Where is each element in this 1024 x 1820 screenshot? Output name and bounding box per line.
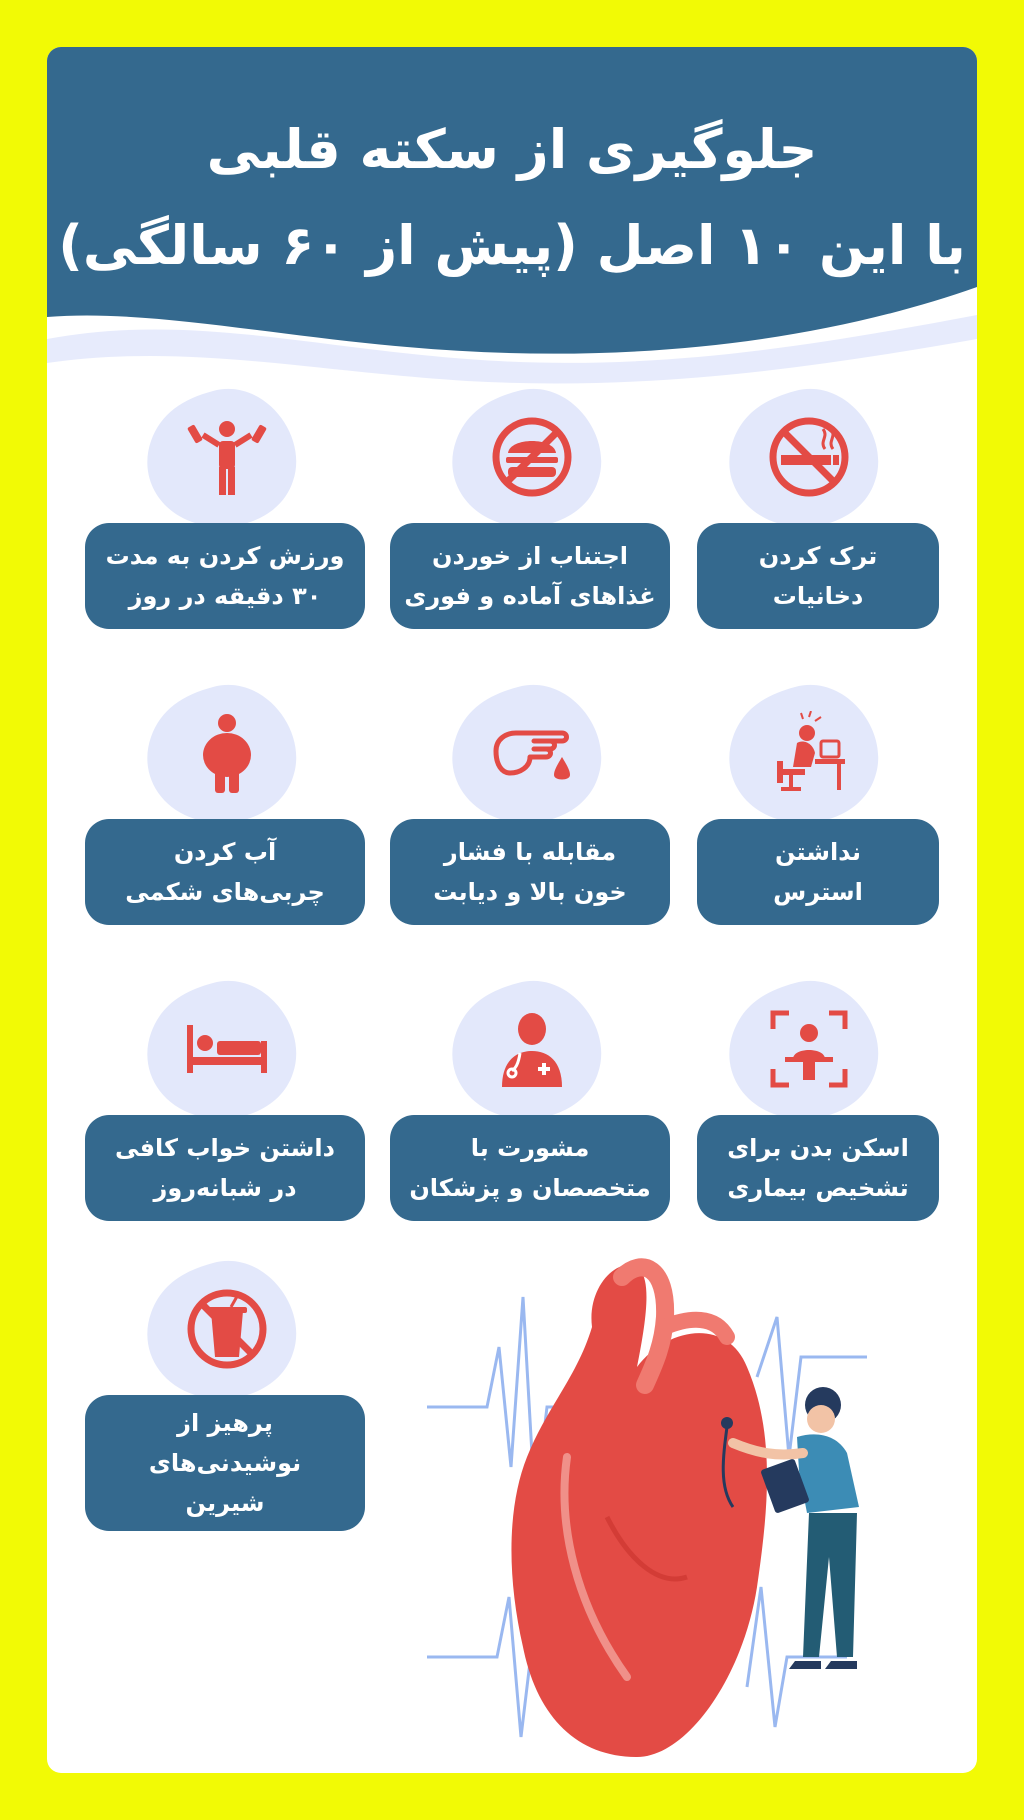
tip-exercise (85, 385, 365, 625)
stressed-person-icon (767, 711, 851, 795)
title-line-1: جلوگیری از سکته قلبی (206, 118, 818, 181)
tip-enough-sleep (85, 977, 365, 1217)
tip-consult-doctor (390, 977, 670, 1217)
tip-label: ورزش کردن به مدت ۳۰ دقیقه در روز (85, 523, 365, 629)
tip-avoid-fast-food (390, 385, 670, 625)
tip-label: داشتن خواب کافی در شبانه‌روز (85, 1115, 365, 1221)
tip-label: نداشتن استرس (697, 819, 939, 925)
infographic-card (47, 47, 977, 1773)
heart-doctor-stethoscope-illustration (427, 1257, 967, 1767)
tip-label: اجتناب از خوردن غذاهای آماده و فوری (390, 523, 670, 629)
tip-body-scan (697, 977, 939, 1217)
tip-blood-pressure-diabetes (390, 681, 670, 921)
no-fast-food-icon (490, 415, 574, 499)
tip-label: ترک کردن دخانیات (697, 523, 939, 629)
tip-label: پرهیز از نوشیدنی‌های شیرین (85, 1395, 365, 1531)
belly-fat-icon (185, 711, 269, 795)
page-title (47, 102, 977, 294)
tip-label: مقابله با فشار خون بالا و دیابت (390, 819, 670, 925)
doctor-icon (490, 1007, 574, 1091)
blood-pressure-diabetes-icon (490, 711, 574, 795)
tip-label: اسکن بدن برای تشخیص بیماری (697, 1115, 939, 1221)
tip-label: مشورت با متخصصان و پزشکان (390, 1115, 670, 1221)
tip-no-stress (697, 681, 939, 921)
title-line-2: با این ۱۰ اصل (پیش از ۶۰ سالگی) (58, 214, 966, 277)
bed-icon (185, 1007, 269, 1091)
tip-reduce-belly-fat (85, 681, 365, 921)
tip-avoid-sugary-drinks (85, 1257, 365, 1537)
tip-label: آب کردن چربی‌های شکمی (85, 819, 365, 925)
tip-quit-smoking (697, 385, 939, 625)
exercise-dumbbell-icon (185, 415, 269, 499)
no-sugary-drink-icon (185, 1287, 269, 1371)
no-smoking-icon (767, 415, 851, 499)
body-scan-icon (767, 1007, 851, 1091)
